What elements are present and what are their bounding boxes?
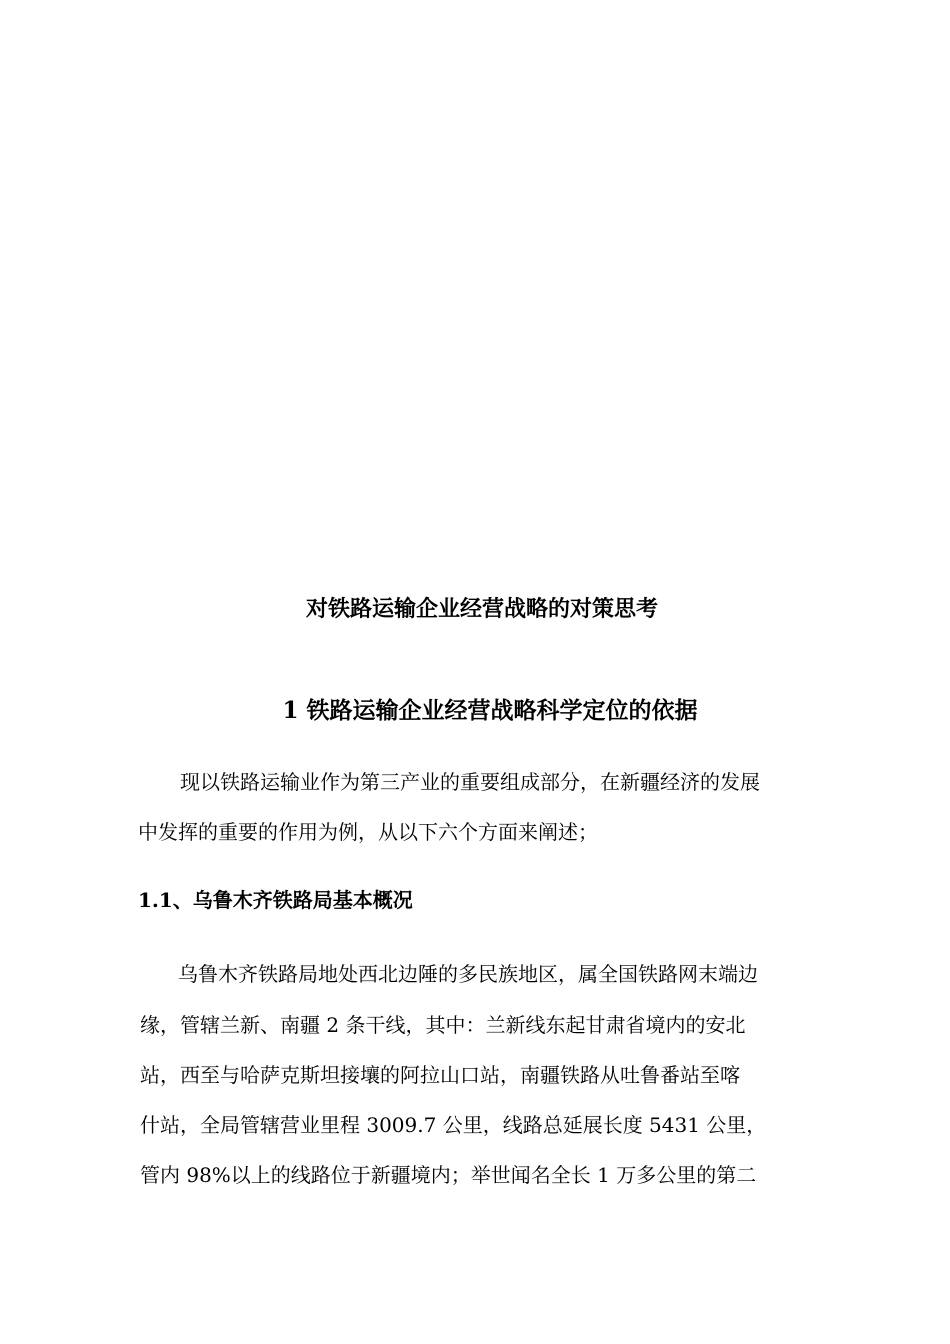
- body-paragraph-line-1: 乌鲁木齐铁路局地处西北边陲的多民族地区，属全国铁路网末端边: [178, 962, 758, 986]
- body-paragraph-line-2: 缘，管辖兰新、南疆 2 条干线，其中：兰新线东起甘肃省境内的安北: [140, 1013, 746, 1037]
- intro-paragraph-line-2: 中发挥的重要的作用为例，从以下六个方面来阐述；: [138, 820, 598, 844]
- section-heading: 1 铁路运输企业经营战略科学定位的依据: [282, 697, 698, 724]
- body-paragraph-line-3: 站，西至与哈萨克斯坦接壤的阿拉山口站，南疆铁路从吐鲁番站至喀: [140, 1063, 740, 1087]
- intro-paragraph-line-1: 现以铁路运输业作为第三产业的重要组成部分，在新疆经济的发展: [180, 770, 760, 794]
- body-paragraph-line-4: 什站，全局管辖营业里程 3009.7 公里，线路总延展长度 5431 公里，: [140, 1113, 767, 1137]
- document-title: 对铁路运输企业经营战略的对策思考: [305, 596, 658, 622]
- subsection-heading: 1.1、乌鲁木齐铁路局基本概况: [138, 888, 413, 912]
- body-paragraph-line-5: 管内 98%以上的线路位于新疆境内；举世闻名全长 1 万多公里的第二: [140, 1163, 757, 1187]
